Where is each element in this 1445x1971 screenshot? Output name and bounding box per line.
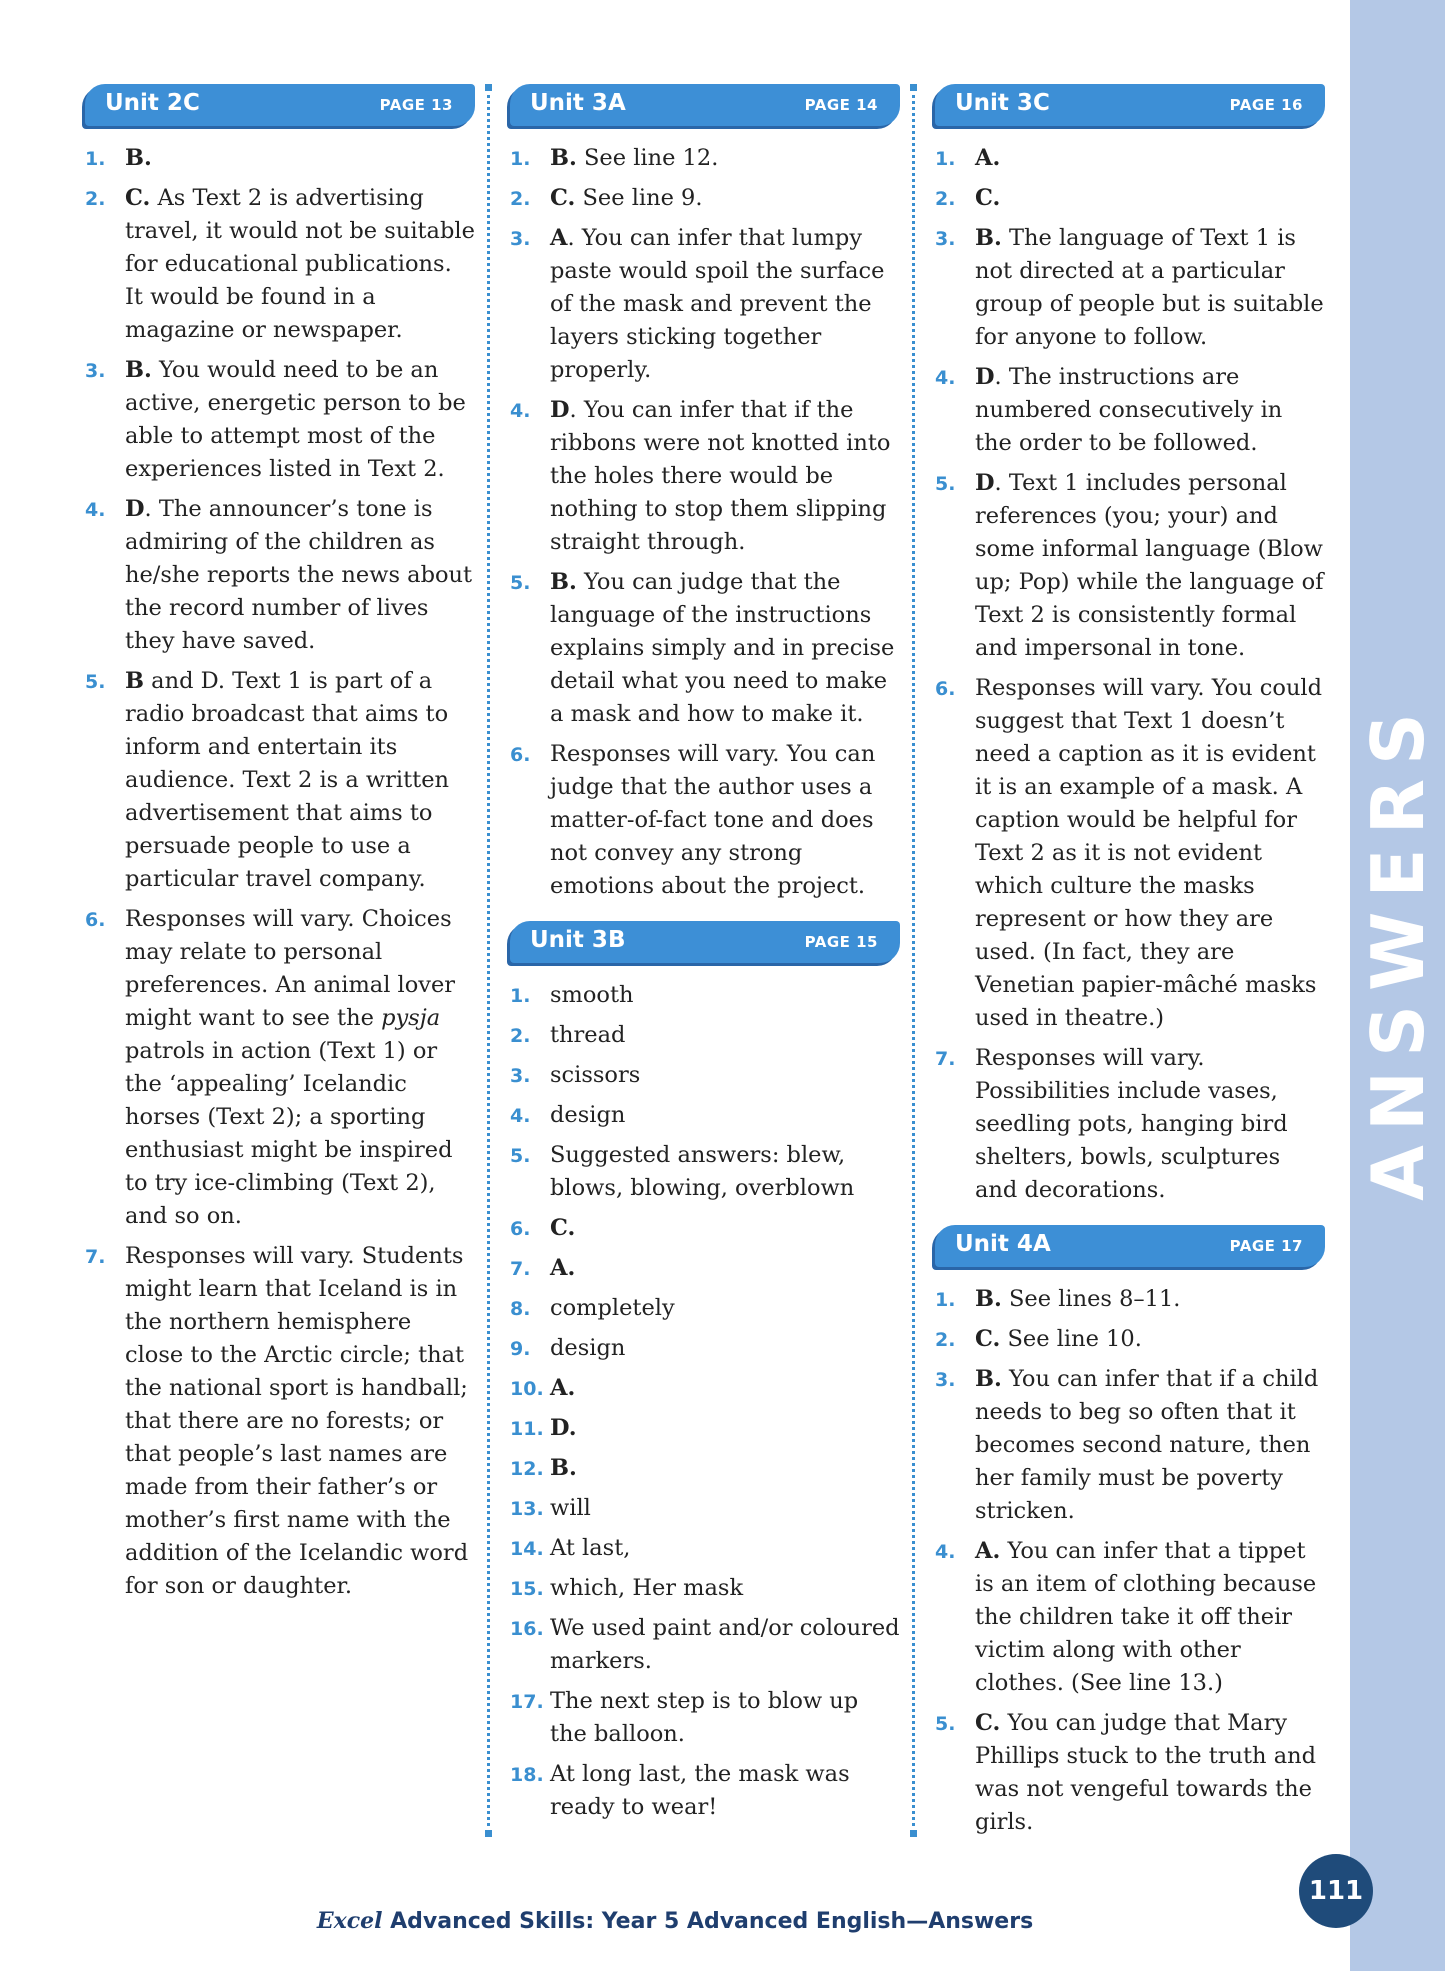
answer-text: You can infer that a tippet is an item of clothing because the children take it off their victim along with other clothes. (See line 13.) (975, 1538, 1317, 1696)
answer-letter: C. (550, 185, 576, 211)
answers-column-1 (85, 84, 475, 1621)
unit-header (85, 84, 475, 126)
answer-number: 7. (85, 1246, 106, 1268)
answer-italic-text: pysja (381, 1005, 441, 1031)
answer-number: 1. (85, 148, 106, 170)
unit-page-ref: PAGE 14 (804, 96, 878, 114)
answer-list (510, 979, 900, 1824)
answer-letter: A. (975, 145, 1001, 171)
answer-text: Suggested answers: blew, blows, blowing, overblown (550, 1142, 855, 1201)
answer-letter: D (975, 364, 995, 390)
unit-title: Unit 3B (530, 927, 626, 953)
answer-item (935, 1283, 1325, 1316)
answer-number: 3. (85, 360, 106, 382)
answer-number: 3. (935, 228, 956, 250)
answer-text: We used paint and/or coloured markers. (550, 1615, 900, 1674)
answer-item (510, 1332, 900, 1365)
answer-text: At long last, the mask was ready to wear! (550, 1761, 850, 1820)
answer-number: 1. (935, 148, 956, 170)
answer-number: 17. (510, 1691, 544, 1713)
answer-text: . The announcer’s tone is admiring of the children as he/she reports the news about the record number of lives they have saved. (125, 496, 473, 654)
answer-number: 4. (935, 367, 956, 389)
answer-number: 1. (935, 1289, 956, 1311)
answer-text: scissors (550, 1062, 641, 1088)
answer-number: 3. (510, 228, 531, 250)
unit-title: Unit 3C (955, 90, 1050, 116)
answer-letter: A. (550, 1375, 576, 1401)
answer-letter: D (550, 397, 570, 423)
answer-item (85, 665, 475, 896)
answer-letter: B. (550, 145, 577, 171)
answer-item (510, 1412, 900, 1445)
answer-number: 6. (85, 909, 106, 931)
answer-number: 13. (510, 1498, 544, 1520)
answer-text: See lines 8–11. (1001, 1286, 1181, 1312)
answer-text: The language of Text 1 is not directed at a particular group of people but is suitable for anyone to follow. (975, 225, 1324, 350)
answer-number: 16. (510, 1618, 544, 1640)
answer-number: 6. (935, 678, 956, 700)
answer-item (85, 1240, 475, 1603)
answer-item (935, 1042, 1325, 1207)
answer-number: 15. (510, 1578, 544, 1600)
answer-letter: B. (550, 1455, 577, 1481)
unit-header (510, 84, 900, 126)
answer-item (510, 1372, 900, 1405)
answer-number: 2. (935, 1329, 956, 1351)
footer-brand: Excel (316, 1908, 383, 1934)
answer-letter: B. (125, 357, 152, 383)
answer-number: 1. (510, 148, 531, 170)
answer-text: Responses will vary. You can judge that the author uses a matter-of-fact tone and does not convey any strong emotions about the project. (550, 741, 876, 899)
answers-column-3 (935, 84, 1325, 1857)
unit-page-ref: PAGE 16 (1229, 96, 1303, 114)
answer-item (935, 222, 1325, 354)
answer-letter: D. (550, 1415, 577, 1441)
answer-text: Responses will vary. You could suggest that Text 1 doesn’t need a caption as it is evident it is an example of a mask. A caption would be helpful for Text 2 as it is not evident which culture the masks represent or how they are used. (In fact, they are Venetian papier-mâché masks used in theatre.) (975, 675, 1323, 1031)
answer-item (510, 738, 900, 903)
answer-item (935, 361, 1325, 460)
answer-text: . Text 1 includes personal references (you; your) and some informal language (Blow up; Pop) while the language of Text 2 is consistently formal and impersonal in tone. (975, 470, 1324, 661)
answer-item (85, 493, 475, 658)
answer-item (510, 1059, 900, 1092)
answer-letter: C. (125, 185, 151, 211)
answer-item (510, 142, 900, 175)
answer-letter: C. (975, 1326, 1001, 1352)
answer-number: 11. (510, 1418, 544, 1440)
answer-text: will (550, 1495, 591, 1521)
answer-text: smooth (550, 982, 634, 1008)
answer-letter: B. (125, 145, 152, 171)
answer-letter: A (550, 225, 568, 251)
answer-number: 2. (510, 188, 531, 210)
answer-list (85, 142, 475, 1603)
answer-item (85, 182, 475, 347)
unit-title: Unit 4A (955, 1231, 1051, 1257)
answer-text: You can infer that if a child needs to beg so often that it becomes second nature, then her family must be poverty stricken. (975, 1366, 1319, 1524)
answer-text: As Text 2 is advertising travel, it would not be suitable for educational publications. It would be found in a magazine or newspaper. (125, 185, 475, 343)
answers-column-2 (510, 84, 900, 1842)
answer-text: Responses will vary. Students might learn that Iceland is in the northern hemisphere close to the Arctic circle; that the national sport is handball; that there are no forests; or that people’s last names are made from their father’s or mother’s first name with the addition of the Icelandic word for son or daughter. (125, 1243, 469, 1599)
answer-text: At last, (550, 1535, 631, 1561)
answer-number: 2. (510, 1025, 531, 1047)
answer-item (510, 1452, 900, 1485)
answer-item (935, 1535, 1325, 1700)
answer-item (510, 1572, 900, 1605)
answer-item (935, 1323, 1325, 1356)
answer-letter: C. (550, 1215, 576, 1241)
unit-header (935, 84, 1325, 126)
answers-side-label (1350, 699, 1445, 1201)
unit-title: Unit 3A (530, 90, 626, 116)
answer-letter: A. (975, 1538, 1001, 1564)
answer-letter: D (975, 470, 995, 496)
answer-item (935, 1707, 1325, 1839)
answer-number: 5. (85, 671, 106, 693)
answer-number: 7. (935, 1048, 956, 1070)
answer-number: 9. (510, 1338, 531, 1360)
page-footer (0, 1908, 1350, 1934)
answer-number: 2. (935, 188, 956, 210)
answer-number: 5. (510, 572, 531, 594)
page-number: 111 (1308, 1876, 1364, 1906)
answer-number: 2. (85, 188, 106, 210)
answer-text: design (550, 1335, 626, 1361)
answer-text: The next step is to blow up the balloon. (550, 1688, 859, 1747)
answer-item (510, 394, 900, 559)
answer-item (510, 979, 900, 1012)
unit-header (510, 921, 900, 963)
answer-item (510, 1139, 900, 1205)
answer-letter: D (125, 496, 145, 522)
answer-text: completely (550, 1295, 675, 1321)
side-label-text: ANSWERS (1355, 699, 1440, 1201)
answer-letter: C. (975, 185, 1001, 211)
answer-number: 6. (510, 744, 531, 766)
answer-letter: B. (975, 225, 1002, 251)
answer-text: thread (550, 1022, 626, 1048)
answer-text: which, Her mask (550, 1575, 744, 1601)
answer-item (510, 182, 900, 215)
answer-text: See line 10. (1000, 1326, 1142, 1352)
answer-item (510, 566, 900, 731)
answer-text: You would need to be an active, energetic person to be able to attempt most of the experiences listed in Text 2. (125, 357, 466, 482)
answer-letter: B. (975, 1286, 1002, 1312)
answer-item (510, 1252, 900, 1285)
answer-text: and D. Text 1 is part of a radio broadcast that aims to inform and entertain its audience. Text 2 is a written advertisement that aims to persuade people to use a particular travel company. (125, 668, 450, 892)
answer-item (510, 1019, 900, 1052)
answer-item (85, 354, 475, 486)
answer-text: See line 12. (576, 145, 719, 171)
answer-letter: B. (550, 569, 577, 595)
answer-text: design (550, 1102, 626, 1128)
answer-list (510, 142, 900, 903)
answer-item (85, 142, 475, 175)
answer-text: See line 9. (575, 185, 703, 211)
answer-list (935, 1283, 1325, 1839)
answer-item (935, 467, 1325, 665)
answer-number: 5. (935, 473, 956, 495)
unit-title: Unit 2C (105, 90, 200, 116)
answer-number: 3. (510, 1065, 531, 1087)
answer-text: . The instructions are numbered consecutively in the order to be followed. (975, 364, 1283, 456)
unit-header (935, 1225, 1325, 1267)
unit-page-ref: PAGE 17 (1229, 1237, 1303, 1255)
answer-item (935, 672, 1325, 1035)
answer-letter: B (125, 668, 145, 694)
answer-text: You can judge that the language of the instructions explains simply and in precise detail what you need to make a mask and how to make it. (550, 569, 895, 727)
answer-item (510, 1532, 900, 1565)
unit-page-ref: PAGE 13 (379, 96, 453, 114)
answer-item (510, 222, 900, 387)
answer-item (510, 1292, 900, 1325)
answer-number: 4. (510, 1105, 531, 1127)
answer-number: 5. (935, 1713, 956, 1735)
answer-list (935, 142, 1325, 1207)
unit-page-ref: PAGE 15 (804, 933, 878, 951)
answer-text: Responses will vary. Choices may relate to personal preferences. An animal lover might want to see the (125, 906, 456, 1031)
footer-title: Advanced Skills: Year 5 Advanced English—Answers (382, 1909, 1034, 1934)
answer-number: 1. (510, 985, 531, 1007)
answer-item (935, 1363, 1325, 1528)
answer-text: Responses will vary. Possibilities include vases, seedling pots, hanging bird shelters, bowls, sculptures and decorations. (975, 1045, 1288, 1203)
answer-letter: A. (550, 1255, 576, 1281)
answer-number: 7. (510, 1258, 531, 1280)
answer-text: . You can infer that lumpy paste would spoil the surface of the mask and prevent the layers sticking together properly. (550, 225, 885, 383)
answer-text: . You can infer that if the ribbons were not knotted into the holes there would be nothing to stop them slipping straight through. (550, 397, 891, 555)
answer-item (85, 903, 475, 1233)
answer-item (510, 1685, 900, 1751)
answer-item (510, 1758, 900, 1824)
answer-text-continued: patrols in action (Text 1) or the ‘appealing’ Icelandic horses (Text 2); a sporting enthusiast might be inspired to try ice-climbing (Text 2), and so on. (125, 1038, 453, 1229)
answer-number: 4. (935, 1541, 956, 1563)
answer-item (935, 182, 1325, 215)
answer-number: 18. (510, 1764, 544, 1786)
answer-number: 3. (935, 1369, 956, 1391)
page-number-badge (1299, 1854, 1373, 1928)
answer-text: You can judge that Mary Phillips stuck to the truth and was not vengeful towards the girls. (975, 1710, 1317, 1835)
answer-letter: C. (975, 1710, 1001, 1736)
answer-item (510, 1612, 900, 1678)
answer-item (935, 142, 1325, 175)
answer-number: 5. (510, 1145, 531, 1167)
answer-item (510, 1492, 900, 1525)
answer-number: 8. (510, 1298, 531, 1320)
answer-number: 4. (510, 400, 531, 422)
answer-item (510, 1212, 900, 1245)
answer-number: 10. (510, 1378, 544, 1400)
answer-item (510, 1099, 900, 1132)
answer-number: 6. (510, 1218, 531, 1240)
column-divider (912, 88, 915, 1833)
answer-number: 4. (85, 499, 106, 521)
answer-letter: B. (975, 1366, 1002, 1392)
answer-number: 12. (510, 1458, 544, 1480)
column-divider (487, 88, 490, 1833)
answer-number: 14. (510, 1538, 544, 1560)
